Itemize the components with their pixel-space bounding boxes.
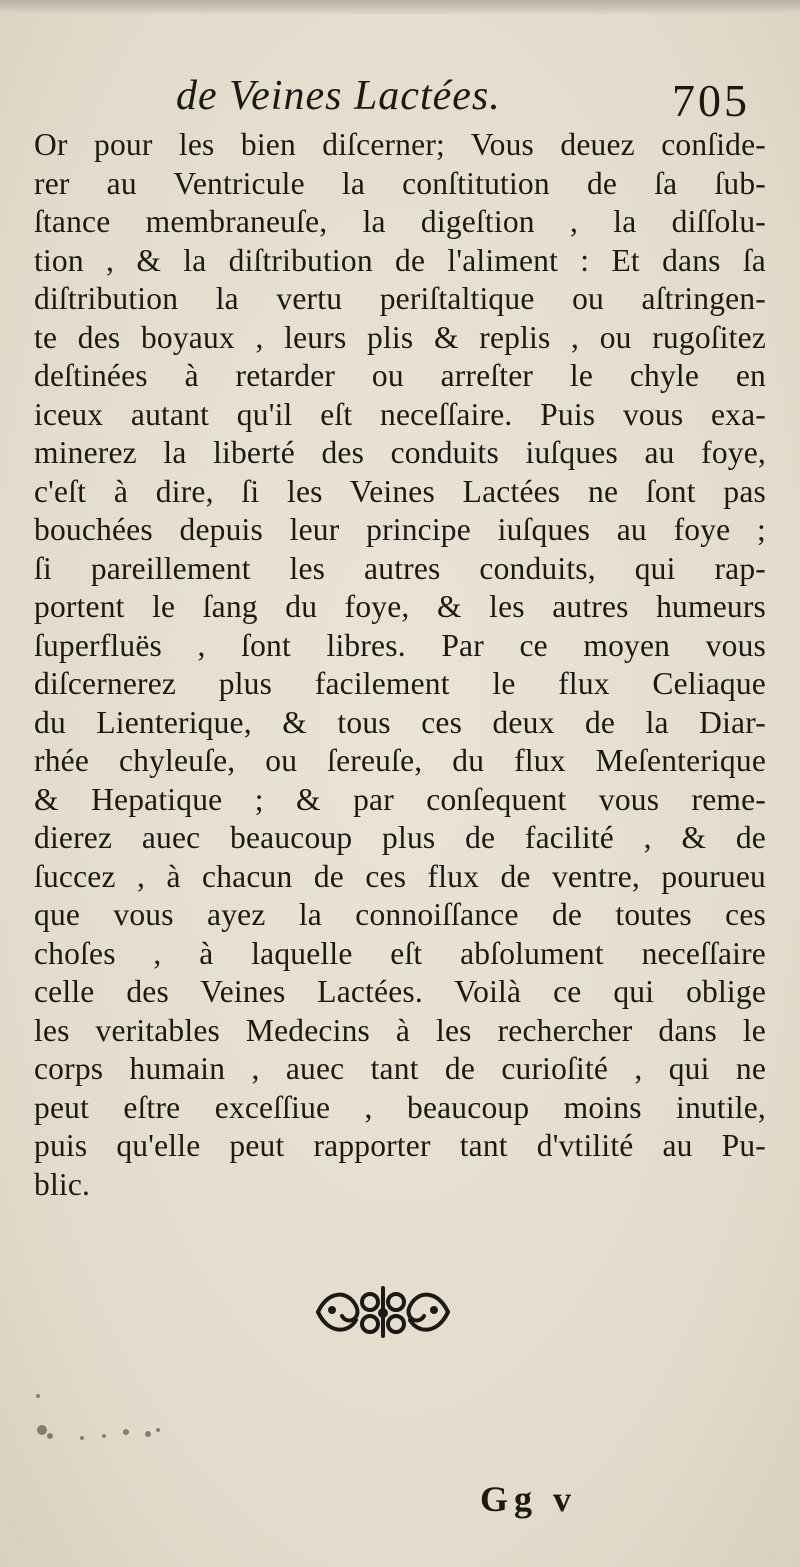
page-header: [36, 72, 776, 132]
text-line: Or pour les bien diſcerner; Vous deuez conſide-: [34, 127, 766, 162]
text-line: minerez la liberté des conduits iuſques au foye,: [34, 435, 766, 470]
text-line: puis qu'elle peut rapporter tant d'vtilité au Pu-: [34, 1128, 766, 1163]
text-line: bouchées depuis leur principe iuſques au foye ;: [34, 512, 766, 547]
text-line: ſi pareillement les autres conduits, qui rap-: [34, 550, 766, 586]
text-line: ſuccez , à chacun de ces flux de ventre, pourueu: [34, 858, 766, 894]
text-line: dierez auec beaucoup plus de facilité , & de: [34, 820, 766, 855]
text-line: du Lienterique, & tous ces deux de la Diar-: [34, 704, 766, 740]
text-line: celle des Veines Lactées. Voilà ce qui oblige: [34, 974, 766, 1009]
text-line: rhée chyleuſe, ou ſereuſe, du flux Meſenterique: [34, 743, 766, 778]
page-number: 705: [672, 75, 750, 126]
text-line: c'eſt à dire, ſi les Veines Lactées ne ſont pas: [34, 473, 766, 509]
text-line: & Hepatique ; & par conſequent vous reme-: [34, 781, 766, 817]
text-line: blic.: [34, 1166, 91, 1202]
text-line: ſuperfluës , ſont libres. Par ce moyen vous: [34, 627, 766, 663]
text-line: ſtance membraneuſe, la digeſtion , la diſſolu-: [34, 204, 766, 239]
text-line: rer au Ventricule la conſtitution de ſa ſub-: [34, 165, 766, 201]
running-head: de Veines Lactées.: [176, 73, 501, 119]
fleuron-ornament-icon: [308, 1280, 458, 1344]
text-line: les veritables Medecins à les rechercher dans le: [34, 1012, 766, 1048]
text-line: choſes , à laquelle eſt abſolument neceſſaire: [34, 935, 766, 971]
text-line: te des boyaux , leurs plis & replis , ou rugoſitez: [34, 319, 766, 355]
text-line: diſcernerez plus facilement le flux Celiaque: [34, 666, 766, 701]
text-line: tion , & la diſtribution de l'aliment : Et dans ſa: [34, 242, 766, 278]
text-line: corps humain , auec tant de curioſité , qui ne: [34, 1051, 766, 1086]
ink-stain-mark: [30, 1378, 190, 1458]
page-top-edge: [0, 0, 800, 14]
text-line: portent le ſang du foye, & les autres humeurs: [34, 589, 766, 624]
text-line: iceux autant qu'il eſt neceſſaire. Puis vous exa-: [34, 396, 766, 432]
signature-mark: Gg v: [480, 1479, 578, 1519]
body-text: [34, 126, 766, 1204]
text-line: peut eſtre exceſſiue , beaucoup moins inutile,: [34, 1089, 766, 1125]
text-line: diſtribution la vertu periſtaltique ou aſtringen-: [34, 281, 766, 316]
text-line: deſtinées à retarder ou arreſter le chyle en: [34, 358, 766, 393]
text-line: que vous ayez la connoiſſance de toutes ces: [34, 897, 766, 932]
